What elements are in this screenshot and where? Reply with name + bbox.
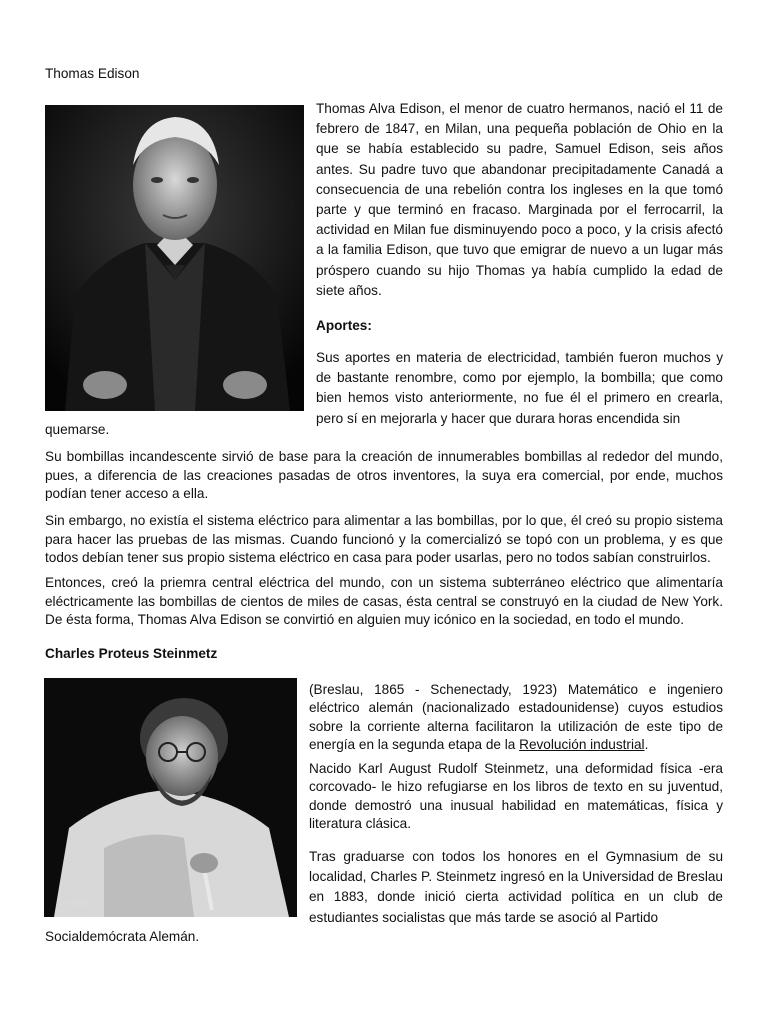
steinmetz-heading: Charles Proteus Steinmetz <box>45 646 218 661</box>
photo-mark: 61655 <box>68 901 90 909</box>
steinmetz-p1-end: . <box>644 737 649 753</box>
revolucion-industrial-link[interactable]: Revolución industrial <box>519 737 645 753</box>
steinmetz-paragraph-1 <box>309 681 723 755</box>
edison-paragraph-3: Sin embargo, no existía el sistema eléctrico para alimentar a las bombillas, por lo que, él creó su propio sistema para hacer las pruebas de las mismas. Cuando funcionó y la comercializó se topó con un problema, y es que todos debían tener sus propio sistema eléctrico en casa para poder usarlas, pero no todos sabían construirlos. <box>45 513 723 565</box>
edison-paragraph-4: Entonces, creó la priemra central eléctrica del mundo, con un sistema subterráneo eléctrico que alimentaría eléctricamente las bombillas de cientos de miles de casas, ésta central se construyó en la ciudad de New York. De ésta forma, Thomas Alva Edison se convirtió en alguien muy icónico en la sociedad, en todo el mundo. <box>45 575 723 627</box>
edison-paragraph-2: Su bombillas incandescente sirvió de base para la creación de innumerables bombillas al rededor del mundo, pues, a diferencia de las creaciones pasadas de otros inventores, la suya era comercial, por ende, muchos podían tener acceso a ella. <box>45 449 723 501</box>
edison-title: Thomas Edison <box>45 66 140 81</box>
aportes-heading: Aportes: <box>316 318 372 333</box>
edison-portrait <box>45 105 304 411</box>
edison-bio: Thomas Alva Edison, el menor de cuatro hermanos, nació el 11 de febrero de 1847, en Milan, una pequeña población de Ohio en la que se había establecido su padre, Samuel Edison, seis años antes. Su padre tuvo que abandonar precipitadamente Canadá a consecuencia de una rebelión contra los ingleses en la que tomó parte y que terminó en fracaso. Marginada por el ferrocarril, la actividad en Milan fue disminuyendo poco a poco, y la crisis afectó a la familia Edison, que tuvo que emigrar de nuevo a un lugar más próspero cuando su hijo Thomas ya había cumplido la edad de siete años. <box>316 101 723 298</box>
steinmetz-p1-text: (Breslau, 1865 - Schenectady, 1923) Matemático e ingeniero eléctrico alemán (nacionalizado estadounidense) cuyos estudios sobre la corriente alterna facilitaron la utilización de este tipo de energía en la segunda etapa de la <box>309 682 723 753</box>
steinmetz-paragraph-3-end: Socialdemócrata Alemán. <box>45 929 200 944</box>
steinmetz-paragraph-2: Nacido Karl August Rudolf Steinmetz, una deformidad física -era corcovado- le hizo refugiarse en los libros de texto en su juventud, donde demostró una inusual habilidad en matemáticas, física y literatura clásica. <box>309 761 723 832</box>
steinmetz-paragraph-3: Tras graduarse con todos los honores en el Gymnasium de su localidad, Charles P. Steinmetz ingresó en la Universidad de Breslau en 1883, donde inició cierta actividad política en un club de estudiantes socialistas que más tarde se asoció al Partido <box>309 849 723 925</box>
steinmetz-portrait <box>44 678 297 917</box>
aportes-paragraph: Sus aportes en materia de electricidad, también fueron muchos y de bastante renombre, como por ejemplo, la bombilla; que como bien hemos visto anteriormente, no fue él el primero en crearla, pero sí en mejorarla y hacer que durara horas encendida sin <box>316 350 723 426</box>
aportes-paragraph-end: quemarse. <box>45 422 110 437</box>
